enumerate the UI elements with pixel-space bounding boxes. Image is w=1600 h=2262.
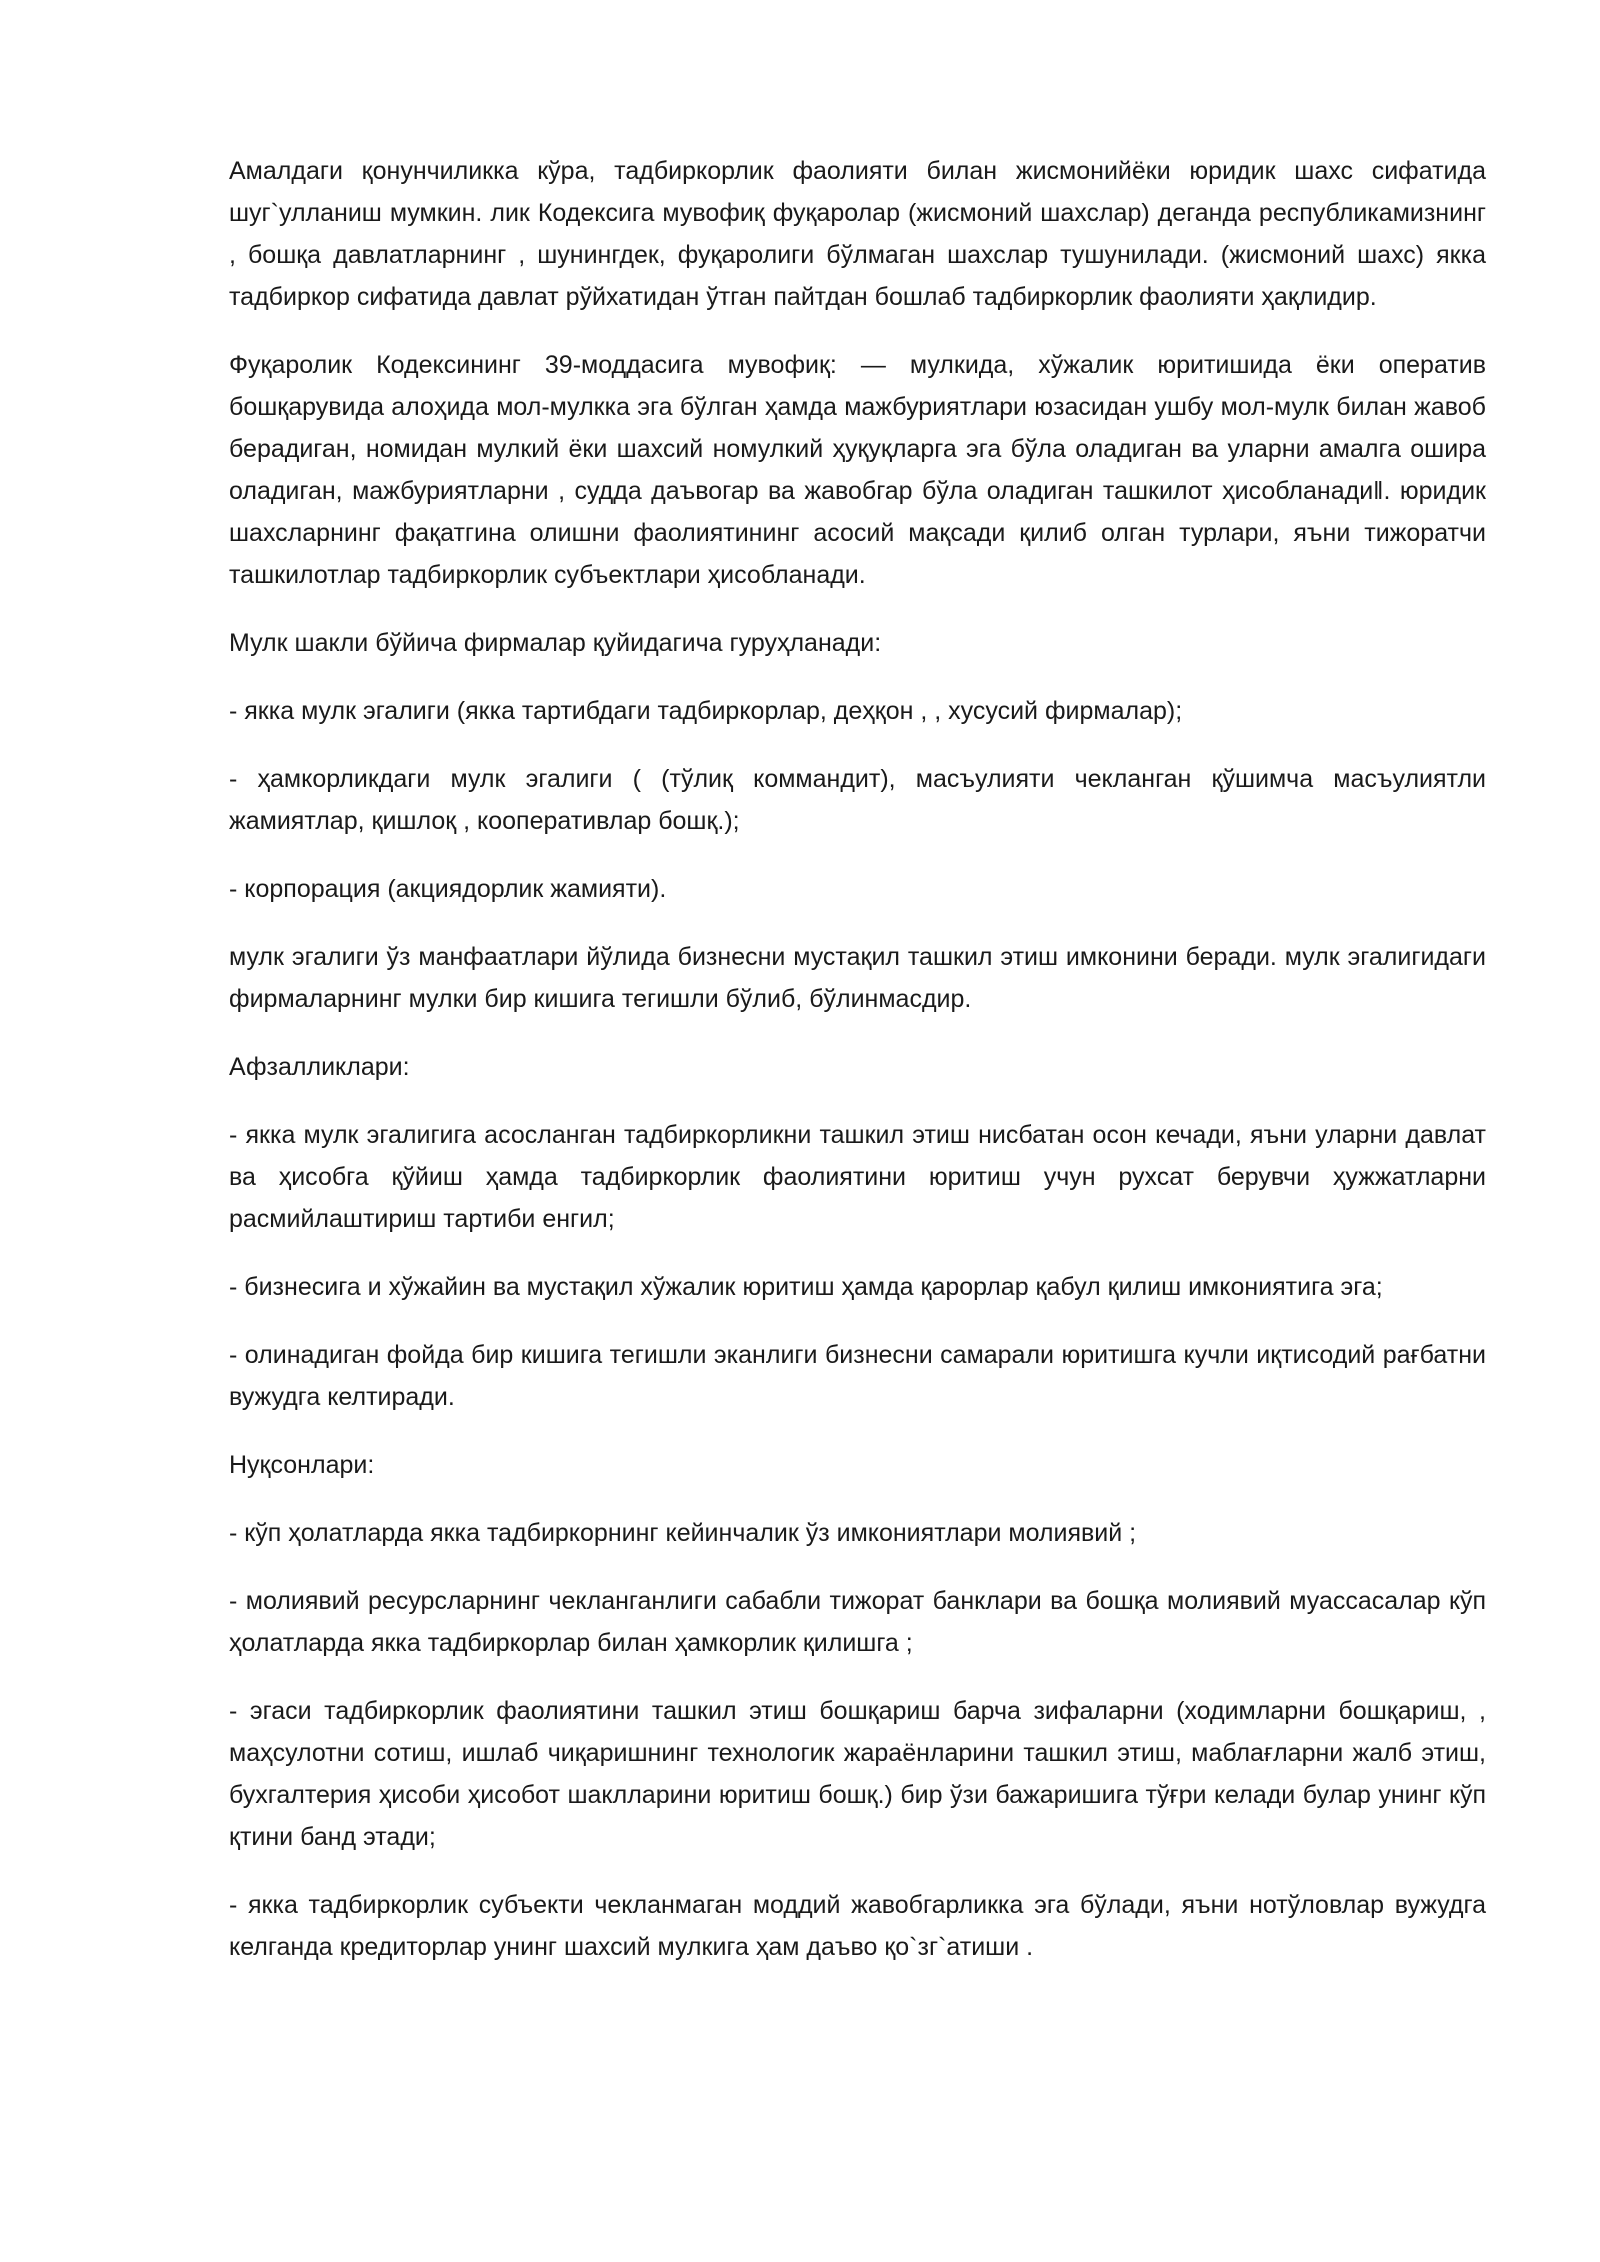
list-item-advantage-3: - олинадиган фойда бир кишига тегишли эканлиги бизнесни самарали юритишга кучли иқтисодий рағбатни вужудга келтиради. — [229, 1341, 1486, 1411]
section-heading-advantages: Афзалликлари: — [229, 1053, 410, 1081]
paragraph-civil-code: Фуқаролик Кодексининг 39-моддасига мувофиқ: — мулкида, хўжалик юритишида ёки оператив бошқарувида алоҳида мол-мулкка эга бўлган ҳамда мажбуриятлари юзасидан ушбу мол-мулк билан жавоб берадиган, номидан мулкий ёки шахсий номулкий ҳуқуқларга эга бўла оладиган ва уларни амалга ошира оладиган, мажбуриятларни , судда даъвогар ва жавобгар бўла оладиган ташкилот ҳисобланади‖. юридик шахсларнинг фақатгина олишни фаолиятининг асосий мақсади қилиб олган турлари, яъни тижоратчи ташкилотлар тадбиркорлик субъектлари ҳисобланади. — [229, 351, 1486, 589]
list-item-disadvantage-1: - кўп ҳолатларда якка тадбиркорнинг кейинчалик ўз имкониятлари молиявий ; — [229, 1519, 1137, 1547]
section-heading-disadvantages: Нуқсонлари: — [229, 1451, 375, 1479]
list-item-disadvantage-3: - эгаси тадбиркорлик фаолиятини ташкил этиш бошқариш барча зифаларни (ходимларни бошқариш, , маҳсулотни сотиш, ишлаб чиқаришнинг технологик жараёнларини ташкил этиш, маблағларни жалб этиш, бухгалтерия ҳисоби ҳисобот шаклларини юритиш бошқ.) бир ўзи бажаришига тўғри келади булар унинг кўп қтини банд этади; — [229, 1697, 1486, 1851]
paragraph-ownership: мулк эгалиги ўз манфаатлари йўлида бизнесни мустақил ташкил этиш имконини беради. мулк эгалигидаги фирмаларнинг мулки бир кишига тегишли бўлиб, бўлинмасдир. — [229, 943, 1486, 1013]
list-item-sole-ownership: - якка мулк эгалиги (якка тартибдаги тадбиркорлар, деҳқон , , хусусий фирмалар); — [229, 697, 1183, 725]
list-item-advantage-2: - бизнесига и хўжайин ва мустақил хўжалик юритиш ҳамда қарорлар қабул қилиш имкониятига эга; — [229, 1273, 1383, 1301]
paragraph-intro: Амалдаги қонунчиликка кўра, тадбиркорлик фаолияти билан жисмонийёки юридик шахс сифатида шуг`улланиш мумкин. лик Кодексига мувофиқ фуқаролар (жисмоний шахслар) деганда республикамизнинг , бошқа давлатларнинг , шунингдек, фуқаролиги бўлмаган шахслар тушунилади. (жисмоний шахс) якка тадбиркор сифатида давлат рўйхатидан ўтган пайтдан бошлаб тадбиркорлик фаолияти ҳақлидир. — [229, 157, 1486, 311]
list-item-advantage-1: - якка мулк эгалигига асосланган тадбиркорликни ташкил этиш нисбатан осон кечади, яъни уларни давлат ва ҳисобга қўйиш ҳамда тадбиркорлик фаолиятини юритиш учун рухсат берувчи ҳужжатларни расмийлаштириш тартиби енгил; — [229, 1121, 1486, 1233]
list-item-partnership: - ҳамкорликдаги мулк эгалиги ( (тўлиқ коммандит), масъулияти чекланган қўшимча масъулиятли жамиятлар, қишлоқ , кооперативлар бошқ.); — [229, 765, 1486, 835]
list-item-disadvantage-2: - молиявий ресурсларнинг чекланганлиги сабабли тижорат банклари ва бошқа молиявий муассасалар кўп ҳолатларда якка тадбиркорлар билан ҳамкорлик қилишга ; — [229, 1587, 1486, 1657]
paragraph-grouping-heading: Мулк шакли бўйича фирмалар қуйидагича гуруҳланади: — [229, 629, 882, 657]
document-page — [229, 150, 1486, 1994]
list-item-corporation: - корпорация (акциядорлик жамияти). — [229, 875, 667, 903]
list-item-disadvantage-4: - якка тадбиркорлик субъекти чекланмаган моддий жавобгарликка эга бўлади, яъни нотўловлар вужудга келганда кредиторлар унинг шахсий мулкига ҳам даъво қо`зг`атиши . — [229, 1891, 1486, 1961]
